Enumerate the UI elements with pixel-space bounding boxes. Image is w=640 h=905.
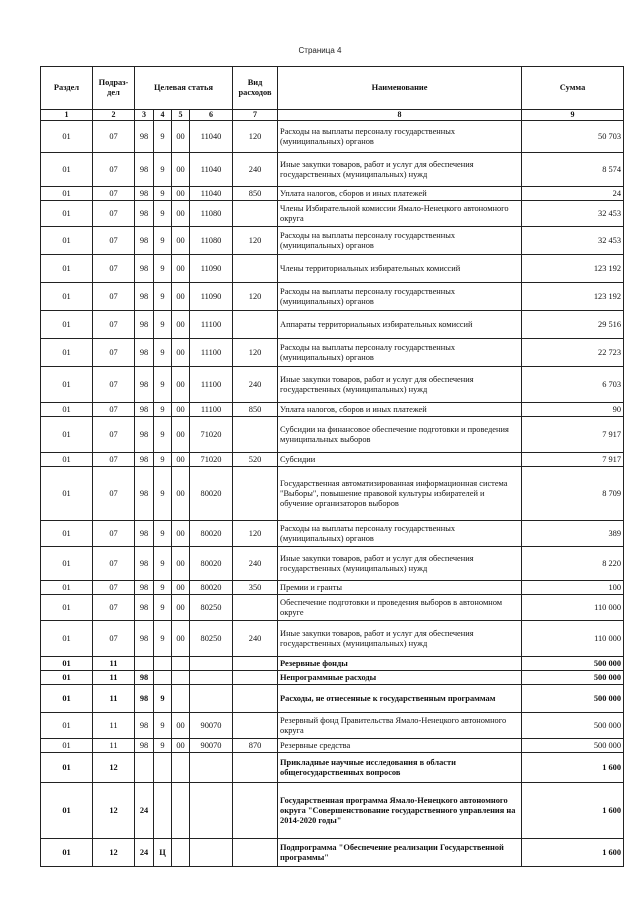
column-number: 1 [41, 110, 93, 121]
cell-program: 98 [135, 367, 154, 403]
table-row [41, 417, 624, 453]
cell-activity: 00 [172, 339, 190, 367]
cell-program: 98 [135, 227, 154, 255]
cell-section: 01 [41, 227, 93, 255]
cell-section: 01 [41, 153, 93, 187]
cell-expense-type [233, 671, 278, 685]
cell-activity: 00 [172, 739, 190, 753]
cell-direction: 11090 [190, 255, 233, 283]
cell-expense-type [233, 685, 278, 713]
cell-subsection: 11 [93, 739, 135, 753]
cell-subsection: 07 [93, 311, 135, 339]
cell-direction: 11100 [190, 367, 233, 403]
table-row [41, 753, 624, 783]
column-number: 2 [93, 110, 135, 121]
table-row [41, 453, 624, 467]
cell-subprogram: 9 [154, 187, 172, 201]
cell-subprogram: 9 [154, 621, 172, 657]
cell-expense-type [233, 595, 278, 621]
cell-amount: 123 192 [522, 283, 624, 311]
cell-subsection: 07 [93, 453, 135, 467]
cell-name: Расходы, не отнесенные к государственным программам [278, 685, 522, 713]
table-row [41, 713, 624, 739]
cell-name: Иные закупки товаров, работ и услуг для обеспечения государственных (муниципальных) нужд [278, 547, 522, 581]
cell-section: 01 [41, 201, 93, 227]
cell-section: 01 [41, 521, 93, 547]
cell-program: 98 [135, 581, 154, 595]
cell-expense-type: 520 [233, 453, 278, 467]
table-row [41, 255, 624, 283]
cell-program [135, 657, 154, 671]
cell-subprogram [154, 783, 172, 839]
cell-name: Подпрограмма "Обеспечение реализации Государственной программы" [278, 839, 522, 867]
cell-amount: 6 703 [522, 367, 624, 403]
table-row [41, 783, 624, 839]
cell-program: 98 [135, 201, 154, 227]
cell-activity: 00 [172, 547, 190, 581]
column-number: 7 [233, 110, 278, 121]
cell-name: Обеспечение подготовки и проведения выборов в автономном округе [278, 595, 522, 621]
cell-direction: 71020 [190, 417, 233, 453]
cell-amount: 32 453 [522, 201, 624, 227]
cell-direction: 80250 [190, 595, 233, 621]
cell-direction: 80020 [190, 581, 233, 595]
cell-amount: 389 [522, 521, 624, 547]
cell-subsection: 07 [93, 403, 135, 417]
cell-expense-type [233, 753, 278, 783]
cell-name: Иные закупки товаров, работ и услуг для обеспечения государственных (муниципальных) нужд [278, 621, 522, 657]
cell-direction [190, 685, 233, 713]
cell-subsection: 07 [93, 227, 135, 255]
cell-name: Прикладные научные исследования в области общегосударственных вопросов [278, 753, 522, 783]
cell-activity: 00 [172, 467, 190, 521]
cell-subprogram: 9 [154, 121, 172, 153]
cell-name: Члены Избирательной комиссии Ямало-Ненецкого автономного округа [278, 201, 522, 227]
cell-subprogram: 9 [154, 713, 172, 739]
cell-amount: 24 [522, 187, 624, 201]
cell-program: 98 [135, 595, 154, 621]
cell-subsection: 11 [93, 657, 135, 671]
cell-name: Уплата налогов, сборов и иных платежей [278, 187, 522, 201]
cell-direction [190, 839, 233, 867]
cell-section: 01 [41, 547, 93, 581]
cell-section: 01 [41, 685, 93, 713]
cell-amount: 100 [522, 581, 624, 595]
column-number-row [41, 110, 624, 121]
cell-direction: 11100 [190, 403, 233, 417]
table-row [41, 201, 624, 227]
column-number: 5 [172, 110, 190, 121]
cell-program: 24 [135, 839, 154, 867]
cell-expense-type: 240 [233, 367, 278, 403]
cell-activity: 00 [172, 521, 190, 547]
cell-name: Резервные фонды [278, 657, 522, 671]
budget-table [40, 66, 624, 867]
table-row [41, 839, 624, 867]
cell-name: Непрограммные расходы [278, 671, 522, 685]
cell-direction: 11080 [190, 227, 233, 255]
cell-direction: 11100 [190, 311, 233, 339]
cell-direction: 11040 [190, 187, 233, 201]
cell-subprogram: 9 [154, 453, 172, 467]
table-header-row [41, 67, 624, 110]
cell-expense-type: 120 [233, 121, 278, 153]
cell-activity: 00 [172, 581, 190, 595]
cell-subsection: 11 [93, 685, 135, 713]
cell-subprogram [154, 671, 172, 685]
cell-program: 98 [135, 403, 154, 417]
cell-expense-type [233, 311, 278, 339]
cell-program: 98 [135, 339, 154, 367]
cell-program: 98 [135, 453, 154, 467]
cell-subsection: 11 [93, 671, 135, 685]
cell-activity: 00 [172, 227, 190, 255]
cell-subsection: 07 [93, 283, 135, 311]
table-row [41, 595, 624, 621]
cell-subprogram: 9 [154, 255, 172, 283]
cell-expense-type [233, 255, 278, 283]
cell-name: Резервные средства [278, 739, 522, 753]
cell-subsection: 07 [93, 187, 135, 201]
cell-activity: 00 [172, 187, 190, 201]
cell-expense-type [233, 417, 278, 453]
cell-subsection: 07 [93, 255, 135, 283]
cell-subsection: 07 [93, 621, 135, 657]
cell-amount: 1 600 [522, 839, 624, 867]
cell-name: Субсидии [278, 453, 522, 467]
cell-direction: 71020 [190, 453, 233, 467]
cell-activity: 00 [172, 403, 190, 417]
cell-activity: 00 [172, 311, 190, 339]
cell-subprogram [154, 657, 172, 671]
cell-subprogram: 9 [154, 283, 172, 311]
cell-activity: 00 [172, 621, 190, 657]
cell-name: Государственная программа Ямало-Ненецкого автономного округа "Совершенствование государственного управления на 2014-2020 годы" [278, 783, 522, 839]
column-number: 6 [190, 110, 233, 121]
cell-amount: 500 000 [522, 713, 624, 739]
cell-subprogram: 9 [154, 595, 172, 621]
table-row [41, 367, 624, 403]
cell-section: 01 [41, 657, 93, 671]
cell-program: 98 [135, 467, 154, 521]
cell-subprogram: 9 [154, 685, 172, 713]
cell-amount: 22 723 [522, 339, 624, 367]
cell-subsection: 12 [93, 839, 135, 867]
cell-name: Резервный фонд Правительства Ямало-Ненецкого автономного округа [278, 713, 522, 739]
cell-subprogram: 9 [154, 739, 172, 753]
table-row [41, 739, 624, 753]
cell-direction: 11040 [190, 153, 233, 187]
cell-direction [190, 671, 233, 685]
table-row [41, 621, 624, 657]
cell-amount: 110 000 [522, 621, 624, 657]
cell-section: 01 [41, 713, 93, 739]
cell-program: 98 [135, 311, 154, 339]
cell-name: Иные закупки товаров, работ и услуг для обеспечения государственных (муниципальных) нужд [278, 367, 522, 403]
header-expense-type: Вид расходов [233, 67, 278, 110]
cell-amount: 90 [522, 403, 624, 417]
cell-amount: 8 709 [522, 467, 624, 521]
cell-subsection: 07 [93, 153, 135, 187]
cell-program: 98 [135, 153, 154, 187]
cell-subsection: 12 [93, 783, 135, 839]
cell-amount: 50 703 [522, 121, 624, 153]
cell-activity: 00 [172, 713, 190, 739]
cell-activity [172, 685, 190, 713]
cell-subsection: 11 [93, 713, 135, 739]
cell-section: 01 [41, 187, 93, 201]
cell-subprogram: 9 [154, 417, 172, 453]
cell-section: 01 [41, 121, 93, 153]
cell-section: 01 [41, 467, 93, 521]
cell-activity [172, 753, 190, 783]
cell-name: Члены территориальных избирательных комиссий [278, 255, 522, 283]
header-target-item: Целевая статья [135, 67, 233, 110]
cell-program [135, 753, 154, 783]
cell-section: 01 [41, 839, 93, 867]
cell-name: Расходы на выплаты персоналу государственных (муниципальных) органов [278, 339, 522, 367]
cell-expense-type [233, 783, 278, 839]
cell-amount: 32 453 [522, 227, 624, 255]
cell-direction [190, 657, 233, 671]
cell-expense-type [233, 201, 278, 227]
cell-activity [172, 657, 190, 671]
cell-section: 01 [41, 453, 93, 467]
cell-name: Расходы на выплаты персоналу государственных (муниципальных) органов [278, 521, 522, 547]
cell-program: 98 [135, 621, 154, 657]
cell-section: 01 [41, 581, 93, 595]
cell-section: 01 [41, 739, 93, 753]
cell-subprogram: 9 [154, 581, 172, 595]
table-row [41, 121, 624, 153]
cell-amount: 8 574 [522, 153, 624, 187]
cell-expense-type [233, 839, 278, 867]
cell-program: 98 [135, 521, 154, 547]
cell-section: 01 [41, 283, 93, 311]
cell-amount: 29 516 [522, 311, 624, 339]
cell-amount: 7 917 [522, 417, 624, 453]
table-row [41, 685, 624, 713]
cell-section: 01 [41, 671, 93, 685]
cell-section: 01 [41, 255, 93, 283]
table-row [41, 153, 624, 187]
cell-direction [190, 753, 233, 783]
cell-subsection: 07 [93, 121, 135, 153]
cell-program: 98 [135, 713, 154, 739]
cell-subsection: 12 [93, 753, 135, 783]
cell-direction: 80020 [190, 467, 233, 521]
column-number: 9 [522, 110, 624, 121]
cell-subsection: 07 [93, 595, 135, 621]
table-row [41, 671, 624, 685]
cell-expense-type [233, 657, 278, 671]
cell-subprogram [154, 753, 172, 783]
cell-program: 98 [135, 283, 154, 311]
cell-program: 98 [135, 121, 154, 153]
cell-program: 24 [135, 783, 154, 839]
table-row [41, 467, 624, 521]
cell-subprogram: 9 [154, 339, 172, 367]
cell-direction: 80020 [190, 521, 233, 547]
cell-direction: 11100 [190, 339, 233, 367]
cell-expense-type: 240 [233, 153, 278, 187]
page-title: Страница 4 [298, 46, 342, 55]
cell-subprogram: 9 [154, 227, 172, 255]
cell-activity: 00 [172, 121, 190, 153]
cell-activity [172, 839, 190, 867]
cell-subprogram: 9 [154, 201, 172, 227]
header-subsection: Подраз-дел [93, 67, 135, 110]
cell-subprogram: Ц [154, 839, 172, 867]
table-row [41, 187, 624, 201]
cell-activity: 00 [172, 153, 190, 187]
cell-section: 01 [41, 339, 93, 367]
cell-expense-type: 120 [233, 339, 278, 367]
cell-section: 01 [41, 417, 93, 453]
cell-subprogram: 9 [154, 153, 172, 187]
column-number: 4 [154, 110, 172, 121]
cell-name: Премии и гранты [278, 581, 522, 595]
table-row [41, 547, 624, 581]
table-row [41, 657, 624, 671]
cell-name: Расходы на выплаты персоналу государственных (муниципальных) органов [278, 121, 522, 153]
table-row [41, 227, 624, 255]
table-row [41, 339, 624, 367]
cell-activity: 00 [172, 255, 190, 283]
cell-subsection: 07 [93, 417, 135, 453]
cell-direction: 11080 [190, 201, 233, 227]
cell-subprogram: 9 [154, 367, 172, 403]
cell-subsection: 07 [93, 367, 135, 403]
cell-section: 01 [41, 783, 93, 839]
cell-name: Расходы на выплаты персоналу государственных (муниципальных) органов [278, 283, 522, 311]
cell-amount: 7 917 [522, 453, 624, 467]
cell-activity: 00 [172, 453, 190, 467]
cell-subsection: 07 [93, 339, 135, 367]
header-name: Наименование [278, 67, 522, 110]
cell-activity: 00 [172, 201, 190, 227]
cell-program: 98 [135, 685, 154, 713]
cell-expense-type: 850 [233, 403, 278, 417]
cell-direction: 80250 [190, 621, 233, 657]
cell-activity: 00 [172, 283, 190, 311]
cell-expense-type [233, 713, 278, 739]
cell-amount: 500 000 [522, 739, 624, 753]
cell-direction: 90070 [190, 739, 233, 753]
cell-subsection: 07 [93, 547, 135, 581]
cell-activity [172, 783, 190, 839]
cell-subprogram: 9 [154, 547, 172, 581]
cell-section: 01 [41, 621, 93, 657]
cell-expense-type [233, 467, 278, 521]
cell-subsection: 07 [93, 521, 135, 547]
table-row [41, 521, 624, 547]
cell-section: 01 [41, 753, 93, 783]
cell-direction: 80020 [190, 547, 233, 581]
cell-expense-type: 120 [233, 283, 278, 311]
cell-direction [190, 783, 233, 839]
cell-amount: 110 000 [522, 595, 624, 621]
cell-activity: 00 [172, 417, 190, 453]
cell-name: Расходы на выплаты персоналу государственных (муниципальных) органов [278, 227, 522, 255]
cell-activity: 00 [172, 595, 190, 621]
cell-expense-type: 240 [233, 547, 278, 581]
cell-name: Иные закупки товаров, работ и услуг для обеспечения государственных (муниципальных) нужд [278, 153, 522, 187]
cell-subprogram: 9 [154, 521, 172, 547]
cell-section: 01 [41, 595, 93, 621]
cell-program: 98 [135, 255, 154, 283]
cell-program: 98 [135, 187, 154, 201]
cell-subprogram: 9 [154, 467, 172, 521]
cell-name: Аппараты территориальных избирательных комиссий [278, 311, 522, 339]
cell-section: 01 [41, 367, 93, 403]
cell-activity: 00 [172, 367, 190, 403]
cell-subsection: 07 [93, 467, 135, 521]
cell-expense-type: 350 [233, 581, 278, 595]
column-number: 3 [135, 110, 154, 121]
cell-direction: 11040 [190, 121, 233, 153]
cell-subsection: 07 [93, 581, 135, 595]
cell-section: 01 [41, 311, 93, 339]
cell-program: 98 [135, 417, 154, 453]
table-row [41, 403, 624, 417]
cell-amount: 500 000 [522, 685, 624, 713]
cell-amount: 123 192 [522, 255, 624, 283]
cell-amount: 1 600 [522, 783, 624, 839]
table-row [41, 311, 624, 339]
cell-direction: 90070 [190, 713, 233, 739]
table-body [41, 121, 624, 867]
cell-subsection: 07 [93, 201, 135, 227]
cell-amount: 8 220 [522, 547, 624, 581]
cell-expense-type: 240 [233, 621, 278, 657]
table-row [41, 581, 624, 595]
cell-activity [172, 671, 190, 685]
cell-program: 98 [135, 739, 154, 753]
cell-name: Субсидии на финансовое обеспечение подготовки и проведения муниципальных выборов [278, 417, 522, 453]
header-section: Раздел [41, 67, 93, 110]
cell-subprogram: 9 [154, 311, 172, 339]
cell-subprogram: 9 [154, 403, 172, 417]
cell-section: 01 [41, 403, 93, 417]
cell-expense-type: 850 [233, 187, 278, 201]
cell-amount: 1 600 [522, 753, 624, 783]
cell-program: 98 [135, 671, 154, 685]
cell-expense-type: 120 [233, 227, 278, 255]
header-amount: Сумма [522, 67, 624, 110]
table-row [41, 283, 624, 311]
cell-name: Государственная автоматизированная информационная система "Выборы", повышение правовой культуры избирателей и обучение организаторов выборов [278, 467, 522, 521]
cell-direction: 11090 [190, 283, 233, 311]
cell-amount: 500 000 [522, 671, 624, 685]
cell-name: Уплата налогов, сборов и иных платежей [278, 403, 522, 417]
cell-expense-type: 870 [233, 739, 278, 753]
cell-expense-type: 120 [233, 521, 278, 547]
cell-program: 98 [135, 547, 154, 581]
cell-amount: 500 000 [522, 657, 624, 671]
column-number: 8 [278, 110, 522, 121]
